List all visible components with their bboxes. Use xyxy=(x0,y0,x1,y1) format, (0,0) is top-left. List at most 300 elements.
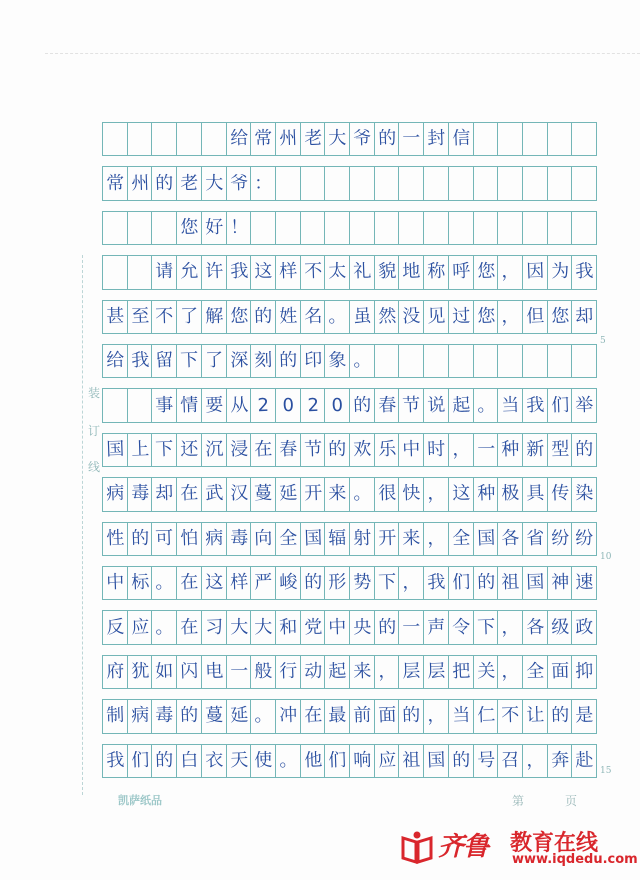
letter-line xyxy=(103,699,597,733)
handwritten-char: 峻 xyxy=(278,571,298,594)
handwritten-char xyxy=(276,183,301,184)
handwritten-char: 来 xyxy=(402,527,422,550)
handwritten-char: 仁 xyxy=(476,705,496,727)
handwritten-char: 各 xyxy=(501,527,520,550)
handwritten-char: 。 xyxy=(155,616,175,638)
letter-line xyxy=(103,166,597,200)
handwritten-char: 电 xyxy=(204,660,224,683)
handwritten-char: ， xyxy=(501,305,520,328)
handwritten-char: 貌 xyxy=(377,261,397,283)
handwritten-char xyxy=(301,183,326,184)
handwritten-char xyxy=(276,228,301,229)
handwritten-char: 中 xyxy=(328,616,347,638)
handwritten-char: 一 xyxy=(476,438,496,461)
handwritten-char xyxy=(325,183,350,184)
handwritten-char: 在 xyxy=(180,483,199,505)
handwritten-char xyxy=(474,361,499,362)
watermark-url: www.iqdedu.com xyxy=(512,852,638,867)
handwritten-char: 在 xyxy=(180,616,199,638)
handwritten-char: ， xyxy=(525,749,545,772)
letter-line xyxy=(103,522,597,556)
handwritten-char: 老 xyxy=(303,127,323,150)
binding-char-3: 线 xyxy=(87,460,100,474)
handwritten-char: 好 xyxy=(204,216,224,239)
binding-char-2: 订 xyxy=(87,424,100,438)
handwritten-char: 射 xyxy=(352,527,372,550)
handwritten-char: 但 xyxy=(525,305,545,328)
handwritten-char: 怕 xyxy=(180,527,199,550)
handwritten-char xyxy=(572,228,597,229)
handwritten-char: 层 xyxy=(427,660,446,683)
handwritten-char: 没 xyxy=(402,305,422,328)
line-number-15: 15 xyxy=(600,766,612,776)
handwritten-char: 大 xyxy=(229,616,249,638)
handwritten-char: 天 xyxy=(229,749,249,772)
handwritten-char xyxy=(152,139,177,140)
handwritten-char: 甚 xyxy=(105,305,125,328)
handwritten-char: 犹 xyxy=(130,660,150,683)
handwritten-char: ， xyxy=(402,571,422,594)
handwritten-char xyxy=(449,183,474,184)
handwritten-char xyxy=(572,361,597,362)
handwritten-char xyxy=(152,228,177,229)
handwritten-char: 全 xyxy=(278,527,298,550)
handwritten-char: 举 xyxy=(575,394,594,416)
handwritten-char: 常 xyxy=(254,127,273,150)
handwritten-char: ， xyxy=(427,527,446,550)
handwritten-char: ！ xyxy=(229,216,249,239)
handwritten-char: 节 xyxy=(303,438,323,461)
handwritten-char: 抑 xyxy=(575,660,594,683)
letter-line xyxy=(103,122,597,156)
handwritten-char xyxy=(399,361,424,362)
handwritten-char: 样 xyxy=(278,261,298,283)
handwritten-char: 辐 xyxy=(328,527,347,550)
handwritten-char: 这 xyxy=(254,261,273,283)
handwritten-char: 。 xyxy=(278,749,298,772)
handwritten-char: 省 xyxy=(525,527,545,550)
handwritten-char: 大 xyxy=(254,616,273,638)
handwritten-char: 习 xyxy=(204,616,224,638)
handwritten-char: 我 xyxy=(130,349,150,372)
handwritten-char: 使 xyxy=(254,749,273,772)
top-dashed-rule xyxy=(45,53,640,54)
handwritten-char: 的 xyxy=(180,705,199,727)
handwritten-char xyxy=(103,272,128,273)
handwritten-char xyxy=(325,228,350,229)
handwritten-char: 的 xyxy=(402,705,422,727)
handwritten-char: 制 xyxy=(105,705,125,727)
handwritten-char: 武 xyxy=(204,483,224,505)
handwritten-char xyxy=(523,183,548,184)
handwritten-char: 他 xyxy=(303,749,323,772)
handwritten-char xyxy=(474,228,499,229)
handwritten-char: 毒 xyxy=(155,705,175,727)
handwritten-char: 0 xyxy=(331,394,344,416)
handwritten-char: 允 xyxy=(180,261,199,283)
handwritten-char: 大 xyxy=(328,127,347,150)
handwritten-char xyxy=(399,183,424,184)
handwritten-char: 可 xyxy=(155,527,175,550)
handwritten-char: 的 xyxy=(377,127,397,150)
handwritten-char: 毒 xyxy=(229,527,249,550)
handwritten-char: 们 xyxy=(550,394,570,416)
handwritten-char: 春 xyxy=(278,438,298,461)
handwritten-char: 蔓 xyxy=(254,483,273,505)
handwritten-char: 您 xyxy=(476,261,496,283)
page-label-ye: 页 xyxy=(565,794,578,808)
handwritten-char: 地 xyxy=(402,261,422,283)
handwritten-char: 称 xyxy=(427,261,446,283)
handwritten-char: 中 xyxy=(105,571,125,594)
handwritten-char: 呼 xyxy=(451,261,471,283)
handwritten-char: 国 xyxy=(427,749,446,772)
handwritten-char xyxy=(523,139,548,140)
handwritten-char: 一 xyxy=(229,660,249,683)
handwritten-char: 上 xyxy=(130,438,150,461)
handwritten-char: 起 xyxy=(451,394,471,416)
handwritten-char: 蔓 xyxy=(204,705,224,727)
handwritten-char: 面 xyxy=(377,705,397,727)
handwritten-char: 您 xyxy=(229,305,249,328)
handwritten-char: 央 xyxy=(352,616,372,638)
handwritten-char: 们 xyxy=(451,571,471,594)
handwritten-char: 在 xyxy=(303,705,323,727)
handwritten-char: 0 xyxy=(282,394,295,416)
handwritten-char: 声 xyxy=(427,616,446,638)
handwritten-char xyxy=(548,361,573,362)
handwritten-char: 在 xyxy=(254,438,273,461)
handwritten-char: 层 xyxy=(402,660,422,683)
watermark-logo-chars: 齐鲁 xyxy=(438,832,489,862)
handwritten-char: 传 xyxy=(550,483,570,505)
handwritten-char: 您 xyxy=(180,216,199,239)
handwritten-char xyxy=(498,361,523,362)
handwritten-char: 象 xyxy=(328,349,347,372)
handwritten-char: 印 xyxy=(303,349,323,372)
handwritten-char: 姓 xyxy=(278,305,298,328)
handwritten-char: 让 xyxy=(525,705,545,727)
handwritten-char xyxy=(375,183,400,184)
handwritten-char: 您 xyxy=(550,305,570,328)
handwritten-char: 然 xyxy=(377,305,397,328)
handwritten-char: ， xyxy=(377,660,397,683)
handwritten-char: 的 xyxy=(155,749,175,772)
handwritten-char: 是 xyxy=(575,705,594,727)
handwritten-char: 前 xyxy=(352,705,372,727)
handwritten-char: 衣 xyxy=(204,749,224,772)
letter-line xyxy=(103,433,597,467)
handwritten-char: 型 xyxy=(550,438,570,461)
handwritten-char: 号 xyxy=(476,749,496,772)
page-label-di: 第 xyxy=(512,794,525,808)
handwritten-char: 沉 xyxy=(204,438,224,461)
handwritten-char: 我 xyxy=(229,261,249,283)
handwritten-char: 爷 xyxy=(229,172,249,194)
handwritten-char: 见 xyxy=(427,305,446,328)
handwritten-char: 下 xyxy=(476,616,496,638)
handwritten-char: 把 xyxy=(451,660,471,683)
handwritten-char: 们 xyxy=(328,749,347,772)
handwritten-char: 下 xyxy=(155,438,175,461)
handwritten-char: 的 xyxy=(550,705,570,727)
handwritten-char: 极 xyxy=(501,483,520,505)
handwritten-char xyxy=(350,183,375,184)
handwritten-char: 赴 xyxy=(575,749,594,772)
handwritten-char: 。 xyxy=(352,483,372,505)
handwritten-char: 大 xyxy=(204,172,224,194)
handwritten-char: 当 xyxy=(501,394,520,416)
handwritten-char: 延 xyxy=(229,705,249,727)
handwritten-char: 毒 xyxy=(130,483,150,505)
handwritten-char xyxy=(449,228,474,229)
handwritten-char: 。 xyxy=(155,571,175,594)
handwritten-char: 当 xyxy=(451,705,471,727)
handwritten-char: 开 xyxy=(377,527,397,550)
handwritten-char xyxy=(498,228,523,229)
handwritten-char: 开 xyxy=(303,483,323,505)
letter-line xyxy=(103,344,597,378)
handwritten-char: 国 xyxy=(525,571,545,594)
handwritten-char: 因 xyxy=(525,261,545,283)
handwritten-char xyxy=(498,139,523,140)
letter-line xyxy=(103,211,597,245)
handwritten-char: 的 xyxy=(352,394,372,416)
handwritten-char: ， xyxy=(427,483,446,505)
binding-char-1: 装 xyxy=(87,386,100,400)
handwritten-char: 不 xyxy=(501,705,520,727)
handwritten-char: 。 xyxy=(352,349,372,372)
handwritten-char: 汉 xyxy=(229,483,249,505)
handwritten-char: 势 xyxy=(352,571,372,594)
handwritten-char: 。 xyxy=(328,305,347,328)
paper-brand: 凯萨纸品 xyxy=(118,794,162,807)
handwritten-char: 祖 xyxy=(501,571,520,594)
letter-line xyxy=(103,300,597,334)
handwritten-char: ， xyxy=(427,705,446,727)
handwritten-char: 召 xyxy=(501,749,520,772)
letter-line xyxy=(103,655,597,689)
handwritten-char: 却 xyxy=(575,305,594,328)
handwritten-char: 的 xyxy=(451,749,471,772)
handwritten-char: ， xyxy=(501,616,520,638)
handwritten-char: 虽 xyxy=(352,305,372,328)
handwritten-char: 2 xyxy=(306,394,320,416)
handwritten-char: 国 xyxy=(476,527,496,550)
handwritten-char xyxy=(375,361,400,362)
handwritten-char xyxy=(449,361,474,362)
handwritten-char: 样 xyxy=(229,571,249,594)
handwritten-char: 从 xyxy=(229,394,249,416)
letter-line xyxy=(103,255,597,289)
letter-line xyxy=(103,610,597,644)
handwritten-char xyxy=(103,139,128,140)
handwritten-char: 刻 xyxy=(254,349,273,372)
handwritten-char xyxy=(572,183,597,184)
handwritten-char xyxy=(498,183,523,184)
handwritten-char: 一 xyxy=(402,127,422,150)
letter-line xyxy=(103,744,597,778)
handwritten-char: 病 xyxy=(105,483,125,505)
handwritten-char: 我 xyxy=(575,261,594,283)
handwritten-char: 在 xyxy=(180,571,199,594)
watermark-site-name: 教育在线 xyxy=(510,831,599,856)
handwritten-char xyxy=(177,139,202,140)
handwritten-char: 快 xyxy=(402,483,422,505)
handwritten-char: 。 xyxy=(254,705,273,727)
handwritten-char: 封 xyxy=(427,127,446,150)
handwritten-char: 政 xyxy=(575,616,594,638)
handwritten-char: 起 xyxy=(328,660,347,683)
letter-line xyxy=(103,477,597,511)
handwritten-char: 我 xyxy=(525,394,545,416)
handwritten-char: 名 xyxy=(303,305,323,328)
handwritten-char: 不 xyxy=(303,261,323,283)
handwritten-char: 染 xyxy=(575,483,594,505)
handwritten-char xyxy=(424,228,449,229)
handwritten-char: 令 xyxy=(451,616,471,638)
handwritten-char: 信 xyxy=(451,127,471,150)
handwritten-char: 请 xyxy=(155,261,175,283)
handwritten-char xyxy=(103,405,128,406)
handwritten-char: 太 xyxy=(328,261,347,283)
handwritten-char: 州 xyxy=(278,127,298,150)
handwritten-char xyxy=(251,228,276,229)
handwritten-char: 事 xyxy=(155,394,175,416)
handwritten-char: 的 xyxy=(278,349,298,372)
handwritten-char: 国 xyxy=(105,438,125,461)
handwritten-char xyxy=(202,139,227,140)
handwritten-char: 的 xyxy=(575,438,594,461)
handwritten-char: 延 xyxy=(278,483,298,505)
handwritten-char: 冲 xyxy=(278,705,298,727)
handwritten-char: 欢 xyxy=(352,438,372,461)
handwritten-char: ， xyxy=(501,261,520,283)
handwritten-char: 一 xyxy=(402,616,422,638)
handwritten-char: 深 xyxy=(229,349,249,372)
handwritten-char: ： xyxy=(254,172,273,194)
handwritten-char: 如 xyxy=(155,660,175,683)
handwritten-char: 关 xyxy=(476,660,496,683)
handwritten-char: ， xyxy=(451,438,471,461)
handwritten-char: 神 xyxy=(550,571,570,594)
handwritten-char: 的 xyxy=(328,438,347,461)
handwritten-char: 下 xyxy=(377,571,397,594)
handwritten-char: 了 xyxy=(204,349,224,372)
handwritten-char xyxy=(424,361,449,362)
handwritten-char: 向 xyxy=(254,527,273,550)
handwritten-char: 还 xyxy=(180,438,199,461)
handwritten-char: 这 xyxy=(451,483,471,505)
handwritten-char xyxy=(548,139,573,140)
handwritten-char: 级 xyxy=(550,616,570,638)
handwritten-char: 白 xyxy=(180,749,199,772)
handwritten-char: 具 xyxy=(525,483,545,505)
handwritten-char: 应 xyxy=(377,749,397,772)
handwritten-char xyxy=(424,183,449,184)
handwritten-char: 们 xyxy=(130,749,150,772)
handwritten-char: 说 xyxy=(427,394,446,416)
handwritten-char: 祖 xyxy=(402,749,422,772)
handwritten-char: 府 xyxy=(105,660,125,683)
handwritten-char xyxy=(375,228,400,229)
handwritten-char: 响 xyxy=(352,749,372,772)
handwritten-char: 了 xyxy=(180,305,199,328)
handwritten-char: 应 xyxy=(130,616,150,638)
handwritten-char: 标 xyxy=(130,571,150,594)
handwritten-char: 反 xyxy=(105,616,125,638)
handwritten-char xyxy=(474,139,499,140)
handwritten-char xyxy=(523,228,548,229)
handwritten-char xyxy=(474,183,499,184)
handwritten-char: 纷 xyxy=(575,527,594,550)
handwritten-char: 全 xyxy=(451,527,471,550)
handwritten-char: 浸 xyxy=(229,438,249,461)
handwritten-char: 的 xyxy=(254,305,273,328)
handwritten-char: 中 xyxy=(402,438,422,461)
handwritten-char: 奔 xyxy=(550,749,570,772)
handwritten-char: 性 xyxy=(105,527,125,550)
handwritten-char: 面 xyxy=(550,660,570,683)
handwritten-char: 的 xyxy=(155,172,175,194)
handwritten-char xyxy=(548,228,573,229)
handwritten-char: 给 xyxy=(229,127,249,150)
letter-line xyxy=(103,388,597,422)
handwritten-char: 闪 xyxy=(180,660,199,683)
handwritten-char: 严 xyxy=(254,571,273,594)
handwritten-char xyxy=(301,228,326,229)
handwritten-char xyxy=(548,183,573,184)
handwritten-char: 留 xyxy=(155,349,175,372)
handwritten-char: 。 xyxy=(476,394,496,416)
handwritten-char: 至 xyxy=(130,305,150,328)
book-logo-icon xyxy=(400,830,434,864)
handwritten-char: ， xyxy=(501,660,520,683)
handwritten-char: 动 xyxy=(303,660,323,683)
handwritten-char xyxy=(350,228,375,229)
handwritten-char: 爷 xyxy=(352,127,372,150)
handwritten-char: 给 xyxy=(105,349,125,372)
handwritten-char: 您 xyxy=(476,305,496,328)
handwritten-char: 的 xyxy=(476,571,496,594)
handwritten-char: 这 xyxy=(204,571,224,594)
handwritten-char: 很 xyxy=(377,483,397,505)
handwritten-char: 全 xyxy=(525,660,545,683)
handwritten-char: 病 xyxy=(204,527,224,550)
handwritten-char: 我 xyxy=(105,749,125,772)
handwritten-char xyxy=(128,405,153,406)
line-number-10: 10 xyxy=(600,552,612,562)
handwritten-char: 却 xyxy=(155,483,175,505)
handwritten-char: 春 xyxy=(377,394,397,416)
handwritten-char: 般 xyxy=(254,660,273,683)
handwritten-char: 和 xyxy=(278,616,298,638)
handwritten-char: 的 xyxy=(303,571,323,594)
handwritten-char xyxy=(128,272,153,273)
handwritten-char: 礼 xyxy=(352,261,372,283)
handwritten-char xyxy=(399,228,424,229)
handwritten-char: 速 xyxy=(575,571,594,594)
handwritten-char: 为 xyxy=(550,261,570,283)
handwritten-char: 州 xyxy=(130,172,150,194)
handwritten-char: 节 xyxy=(402,394,422,416)
handwritten-char: 乐 xyxy=(377,438,397,461)
handwritten-char: 新 xyxy=(525,438,545,461)
handwritten-letter xyxy=(103,122,597,778)
handwritten-char: 过 xyxy=(451,305,471,328)
letter-line xyxy=(103,566,597,600)
binding-dashed-line xyxy=(82,255,83,795)
